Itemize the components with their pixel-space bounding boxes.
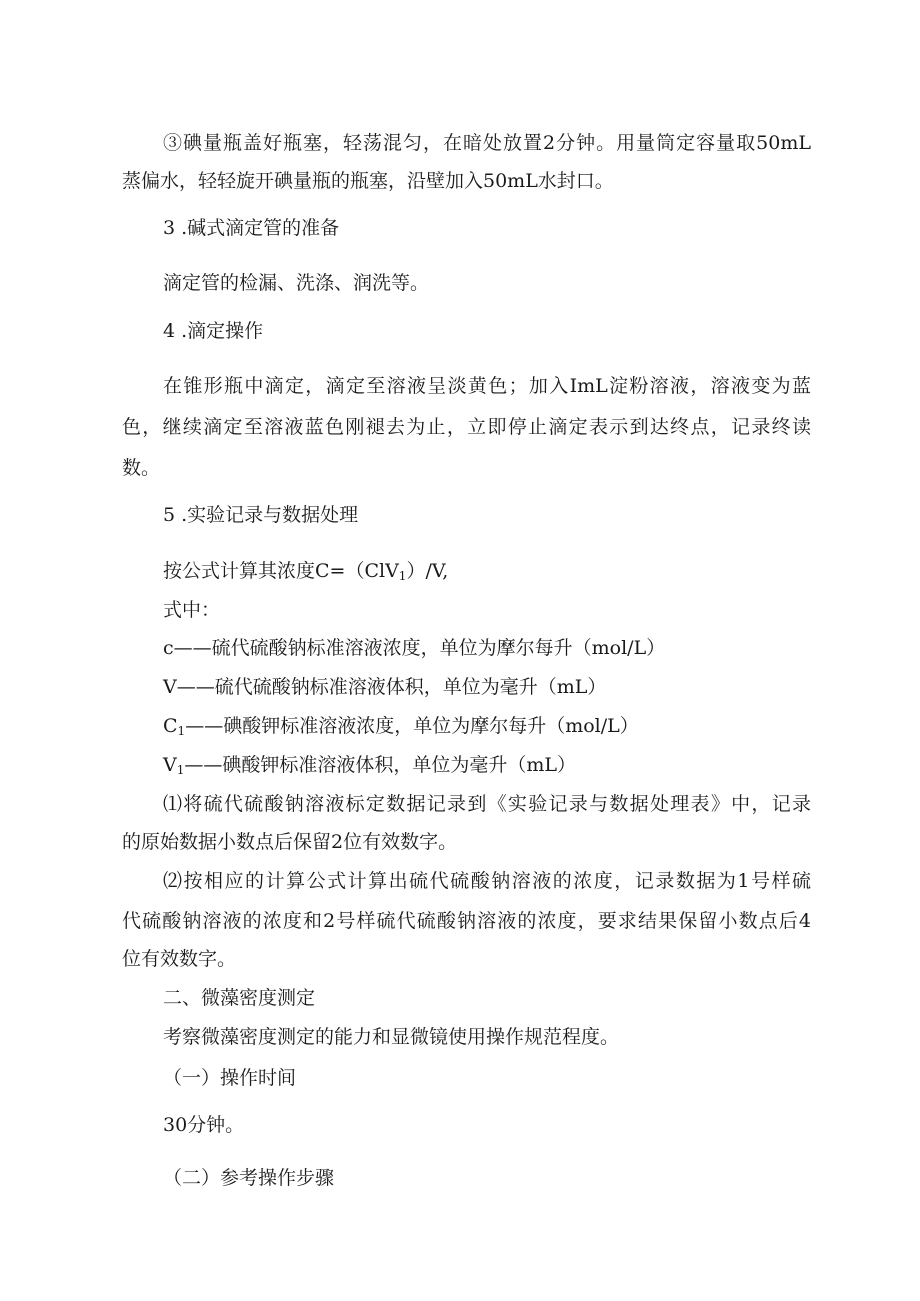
definition-line: c——硫代硫酸钠标准溶液浓度，单位为摩尔每升（mol/L） [163, 637, 666, 659]
paragraph-line: 位有效数字。 [122, 948, 237, 970]
subscript: 1 [177, 724, 186, 738]
definition-line [163, 752, 576, 778]
formula-text: ）/V, [406, 560, 449, 582]
section-heading: 5 .实验记录与数据处理 [163, 504, 359, 526]
symbol: V [163, 754, 177, 776]
paragraph-line: 考察微藻密度测定的能力和显微镜使用操作规范程度。 [163, 1026, 620, 1048]
subsection-heading: （一）操作时间 [163, 1067, 297, 1089]
paragraph-line: 蒸偏水，轻轻旋开碘量瓶的瓶塞，沿壁加入50mL水封口。 [122, 170, 614, 192]
section-heading: 3 .碱式滴定管的准备 [163, 217, 340, 239]
formula-text: 按公式计算其浓度C=（ClV [163, 560, 399, 582]
paragraph-line: 代硫酸钠溶液的浓度和2号样硫代硫酸钠溶液的浓度，要求结果保留小数点后4 [122, 910, 811, 932]
paragraph-line: 滴定管的检漏、洗涤、润洗等。 [163, 272, 430, 294]
definition-text: ——碘酸钾标准溶液浓度，单位为摩尔每升（mol/L） [185, 715, 639, 737]
subscript: 1 [176, 763, 185, 777]
paragraph-line: 式中： [163, 599, 221, 621]
subsection-heading: （二）参考操作步骤 [163, 1167, 335, 1189]
definition-line: V——硫代硫酸钠标准溶液体积，单位为毫升（mL） [163, 676, 607, 698]
definition-text: ——碘酸钾标准溶液体积，单位为毫升（mL） [184, 754, 577, 776]
paragraph-line: 的原始数据小数点后保留2位有效数字。 [122, 831, 458, 853]
symbol: C [163, 715, 178, 737]
paragraph-line: 在锥形瓶中滴定，滴定至溶液呈淡黄色；加入ImL淀粉溶液，溶液变为蓝 [163, 375, 811, 397]
paragraph-line: 色，继续滴定至溶液蓝色刚褪去为止，立即停止滴定表示到达终点，记录终读 [122, 416, 811, 438]
subscript: 1 [398, 569, 407, 583]
section-heading: 4 .滴定操作 [163, 320, 264, 342]
paragraph-line: ⑵按相应的计算公式计算出硫代硫酸钠溶液的浓度，记录数据为1号样硫 [163, 870, 811, 892]
paragraph-line: ⑴将硫代硫酸钠溶液标定数据记录到《实验记录与数据处理表》中，记录 [163, 793, 811, 815]
section-heading: 二、微藻密度测定 [163, 987, 316, 1009]
paragraph-line: 数。 [122, 457, 161, 479]
paragraph-line: 30分钟。 [163, 1114, 245, 1136]
paragraph-line: ③碘量瓶盖好瓶塞，轻荡混匀，在暗处放置2分钟。用量筒定容量取50mL [163, 132, 811, 154]
formula-line [163, 558, 448, 584]
definition-line [163, 713, 639, 739]
